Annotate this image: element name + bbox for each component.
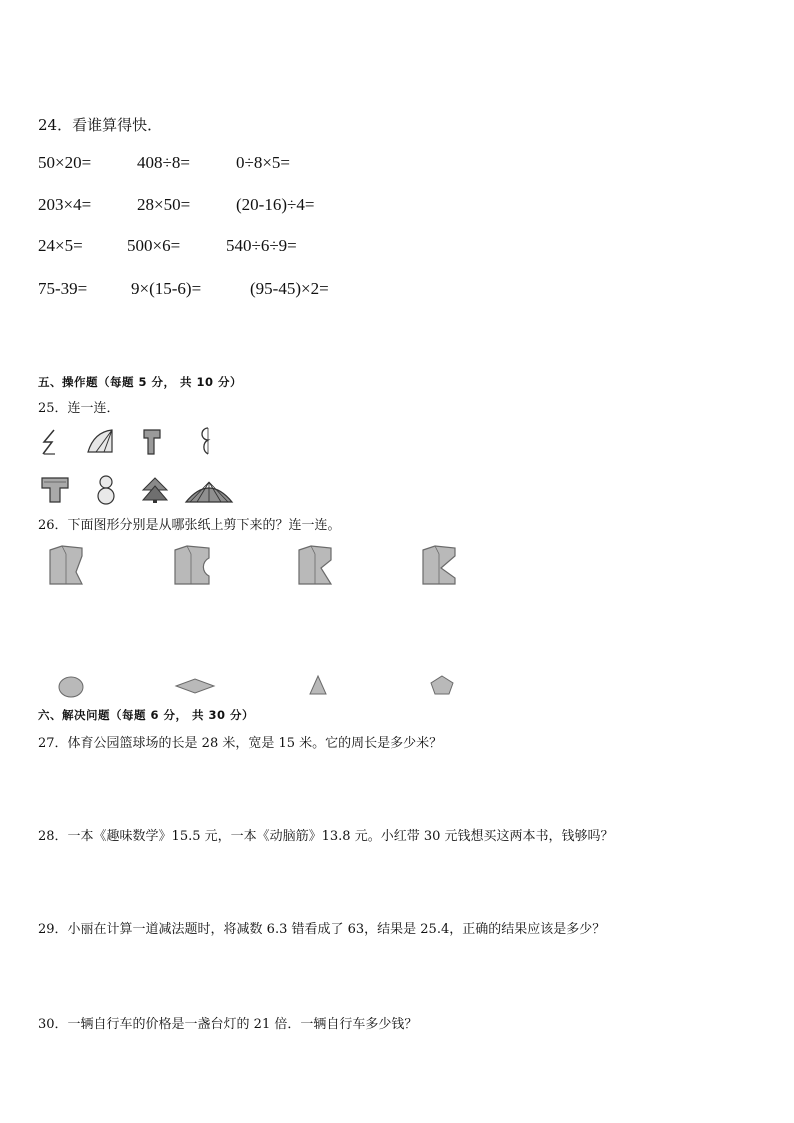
q29-text: 29．小丽在计算一道减法题时，将减数 6.3 错看成了 63，结果是 25.4，正确的结果应该是多少？ xyxy=(38,922,606,937)
q30-text: 30．一辆自行车的价格是一盏台灯的 21 倍．一辆自行车多少钱？ xyxy=(38,1017,418,1032)
folded-paper-trapezoid-cut-icon xyxy=(48,542,84,586)
half-umbrella-icon xyxy=(86,428,114,454)
calc-item: 500×6= xyxy=(127,236,181,255)
q27-text: 27．体育公园篮球场的长是 28 米，宽是 15 米。它的周长是多少米？ xyxy=(38,736,443,751)
calc-item: 408÷8= xyxy=(137,153,190,172)
q26-title: 26．下面图形分别是从哪张纸上剪下来的？连一连。 xyxy=(38,518,341,533)
pentagon-icon xyxy=(429,674,455,696)
calc-item: (20-16)÷4= xyxy=(236,195,315,214)
snowman-icon xyxy=(96,474,116,506)
house-icon xyxy=(40,476,70,504)
q24-title: 24．看谁算得快． xyxy=(38,116,163,134)
tree-icon xyxy=(140,476,170,504)
calc-item: 9×(15-6)= xyxy=(131,279,202,298)
folded-paper-semicircle-cut-icon xyxy=(173,542,211,586)
folded-paper-triangle-cut-icon xyxy=(297,542,333,586)
section-title: 五、操作题（每题 5 分， 共 10 分） xyxy=(38,375,243,389)
calc-item: 540÷6÷9= xyxy=(226,236,297,255)
calc-item: 24×5= xyxy=(38,236,83,255)
half-house-icon xyxy=(142,428,162,456)
calc-item: (95-45)×2= xyxy=(250,279,329,298)
diamond-icon xyxy=(174,677,216,695)
q25-title: 25．连一连． xyxy=(38,401,120,416)
calc-item: 28×50= xyxy=(137,195,191,214)
calc-item: 50×20= xyxy=(38,153,92,172)
calc-item: 75-39= xyxy=(38,279,88,298)
q28-text: 28．一本《趣味数学》15.5 元，一本《动脑筋》13.8 元。小红带 30 元钱想买这两本书，钱够吗？ xyxy=(38,829,614,844)
circle-icon xyxy=(57,675,85,699)
umbrella-icon xyxy=(184,480,234,504)
section-title: 六、解决问题（每题 6 分， 共 30 分） xyxy=(38,708,255,722)
calc-item: 203×4= xyxy=(38,195,92,214)
triangle-icon xyxy=(308,674,328,696)
half-snowman-icon xyxy=(196,426,210,456)
calc-item: 0÷8×5= xyxy=(236,153,291,172)
folded-paper-half-diamond-cut-icon xyxy=(421,542,457,586)
half-lightning-icon xyxy=(40,428,60,456)
